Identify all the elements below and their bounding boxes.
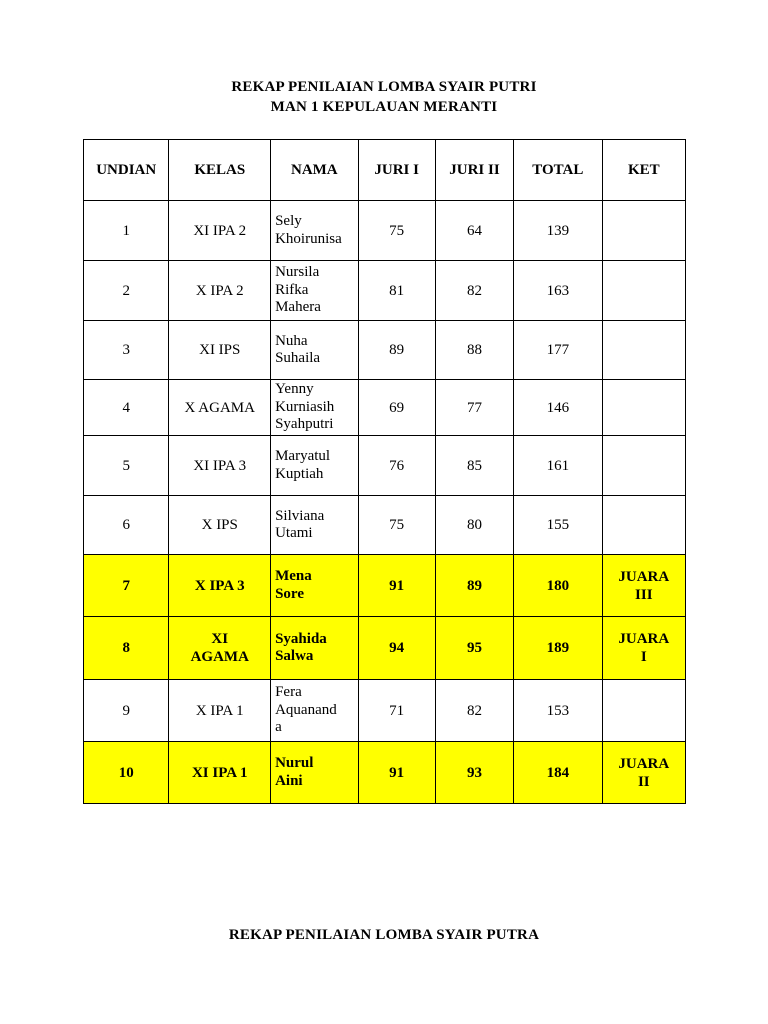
cell-nama-line: Khoirunisa <box>275 230 342 247</box>
header-undian: UNDIAN <box>84 140 169 201</box>
cell-nama-line: Yenny <box>275 381 314 398</box>
cell-nama <box>271 380 358 436</box>
cell-kelas-line: XI IPS <box>199 342 241 358</box>
cell-undian: 2 <box>84 261 169 321</box>
cell-nama-line: Sely <box>275 213 302 229</box>
cell-ket-line: JUARA <box>618 568 670 585</box>
cell-total: 153 <box>514 680 602 742</box>
cell-ket <box>602 680 685 742</box>
cell-nama-line: Aquanand <box>275 701 337 718</box>
cell-juri-1: 89 <box>358 321 435 380</box>
cell-ket <box>602 261 685 321</box>
cell-ket-line: III <box>635 586 653 603</box>
cell-nama-line: Suhaila <box>275 350 321 366</box>
cell-undian: 1 <box>84 201 169 261</box>
table-row <box>84 201 686 261</box>
header-juri-2: JURI II <box>435 140 513 201</box>
table-row <box>84 680 686 742</box>
cell-juri-1: 76 <box>358 436 435 496</box>
cell-juri-1: 75 <box>358 496 435 555</box>
cell-ket-line: II <box>637 773 650 790</box>
document-subtitle: MAN 1 KEPULAUAN MERANTI <box>270 99 498 115</box>
cell-nama-line: a <box>275 719 282 736</box>
cell-kelas <box>169 201 271 261</box>
cell-nama <box>271 617 358 680</box>
cell-juri-1: 69 <box>358 380 435 436</box>
cell-nama <box>271 261 358 321</box>
cell-kelas <box>169 380 271 436</box>
cell-nama-line: Kuptiah <box>275 465 324 482</box>
table-row <box>84 380 686 436</box>
table-row <box>84 617 686 680</box>
cell-nama-line: Syahputri <box>275 416 334 433</box>
cell-undian: 7 <box>84 555 169 617</box>
cell-juri-1: 75 <box>358 201 435 261</box>
cell-total: 177 <box>514 321 602 380</box>
table-row <box>84 496 686 555</box>
cell-ket <box>602 436 685 496</box>
cell-kelas <box>169 436 271 496</box>
cell-kelas-line: X IPS <box>201 517 238 533</box>
cell-kelas <box>169 321 271 380</box>
cell-total: 155 <box>514 496 602 555</box>
cell-kelas-line: XI IPA 3 <box>193 457 247 474</box>
table-header-row <box>84 140 686 201</box>
cell-undian: 5 <box>84 436 169 496</box>
cell-ket <box>602 380 685 436</box>
cell-juri-2: 85 <box>435 436 513 496</box>
header-ket: KET <box>602 140 685 201</box>
cell-juri-1: 91 <box>358 742 435 804</box>
cell-nama-line: Fera <box>275 684 302 701</box>
cell-total: 184 <box>514 742 602 804</box>
cell-juri-2: 64 <box>435 201 513 261</box>
cell-juri-2: 77 <box>435 380 513 436</box>
cell-kelas-line: X IPA 1 <box>195 702 244 719</box>
cell-kelas <box>169 680 271 742</box>
cell-kelas-line: XI IPA 1 <box>191 764 248 781</box>
cell-kelas-line: X IPA 2 <box>195 282 244 299</box>
cell-total: 146 <box>514 380 602 436</box>
cell-undian: 9 <box>84 680 169 742</box>
header-juri-1: JURI I <box>358 140 435 201</box>
cell-ket <box>602 201 685 261</box>
cell-juri-1: 94 <box>358 617 435 680</box>
score-table <box>83 139 686 804</box>
cell-juri-1: 81 <box>358 261 435 321</box>
cell-undian: 4 <box>84 380 169 436</box>
cell-nama-line: Salwa <box>275 648 314 664</box>
cell-juri-2: 82 <box>435 261 513 321</box>
cell-kelas-line: X AGAMA <box>184 399 255 416</box>
cell-kelas <box>169 496 271 555</box>
table-row <box>84 261 686 321</box>
second-document-title: REKAP PENILAIAN LOMBA SYAIR PUTRA <box>228 927 540 943</box>
cell-nama <box>271 321 358 380</box>
cell-nama <box>271 680 358 742</box>
cell-kelas <box>169 617 271 680</box>
cell-undian: 6 <box>84 496 169 555</box>
cell-ket <box>602 321 685 380</box>
cell-total: 180 <box>514 555 602 617</box>
cell-nama-line: Nursila <box>275 264 320 281</box>
cell-juri-2: 93 <box>435 742 513 804</box>
cell-ket <box>602 742 685 804</box>
cell-ket <box>602 496 685 555</box>
cell-nama-line: Mena <box>275 568 312 584</box>
cell-nama-line: Rifka <box>275 281 309 298</box>
header-kelas: KELAS <box>169 140 271 201</box>
cell-kelas-line: XI IPA 2 <box>193 222 247 239</box>
cell-kelas <box>169 555 271 617</box>
cell-kelas-line: XI <box>211 631 229 647</box>
cell-juri-2: 88 <box>435 321 513 380</box>
cell-nama-line: Utami <box>275 525 313 541</box>
table-row <box>84 436 686 496</box>
header-nama: NAMA <box>271 140 358 201</box>
table-body <box>84 201 686 804</box>
cell-nama-line: Maryatul <box>275 448 331 464</box>
cell-total: 161 <box>514 436 602 496</box>
table-row <box>84 555 686 617</box>
cell-juri-2: 95 <box>435 617 513 680</box>
cell-juri-1: 91 <box>358 555 435 617</box>
cell-kelas-line: X IPA 3 <box>194 577 245 594</box>
cell-nama-line: Aini <box>275 772 303 789</box>
cell-nama <box>271 742 358 804</box>
document-title: REKAP PENILAIAN LOMBA SYAIR PUTRI <box>231 79 537 95</box>
cell-nama-line: Sore <box>275 585 304 602</box>
cell-nama <box>271 436 358 496</box>
cell-juri-2: 80 <box>435 496 513 555</box>
cell-juri-1: 71 <box>358 680 435 742</box>
cell-nama <box>271 496 358 555</box>
cell-nama-line: Nuha <box>275 332 308 349</box>
cell-kelas-line: AGAMA <box>190 649 249 665</box>
cell-juri-2: 82 <box>435 680 513 742</box>
cell-kelas <box>169 742 271 804</box>
cell-nama-line: Silviana <box>275 507 325 524</box>
cell-nama <box>271 555 358 617</box>
cell-ket-line: JUARA <box>618 755 670 772</box>
cell-ket <box>602 617 685 680</box>
cell-nama <box>271 201 358 261</box>
cell-nama-line: Syahida <box>275 630 327 647</box>
table-row <box>84 321 686 380</box>
header-total: TOTAL <box>514 140 602 201</box>
cell-ket-line: I <box>640 649 647 665</box>
cell-total: 139 <box>514 201 602 261</box>
cell-undian: 3 <box>84 321 169 380</box>
cell-undian: 10 <box>84 742 169 804</box>
cell-ket-line: JUARA <box>618 631 670 647</box>
cell-kelas <box>169 261 271 321</box>
cell-juri-2: 89 <box>435 555 513 617</box>
cell-nama-line: Nurul <box>275 755 314 771</box>
table-row <box>84 742 686 804</box>
cell-total: 189 <box>514 617 602 680</box>
cell-undian: 8 <box>84 617 169 680</box>
cell-total: 163 <box>514 261 602 321</box>
cell-ket <box>602 555 685 617</box>
cell-nama-line: Mahera <box>275 299 321 316</box>
cell-nama-line: Kurniasih <box>275 398 335 415</box>
